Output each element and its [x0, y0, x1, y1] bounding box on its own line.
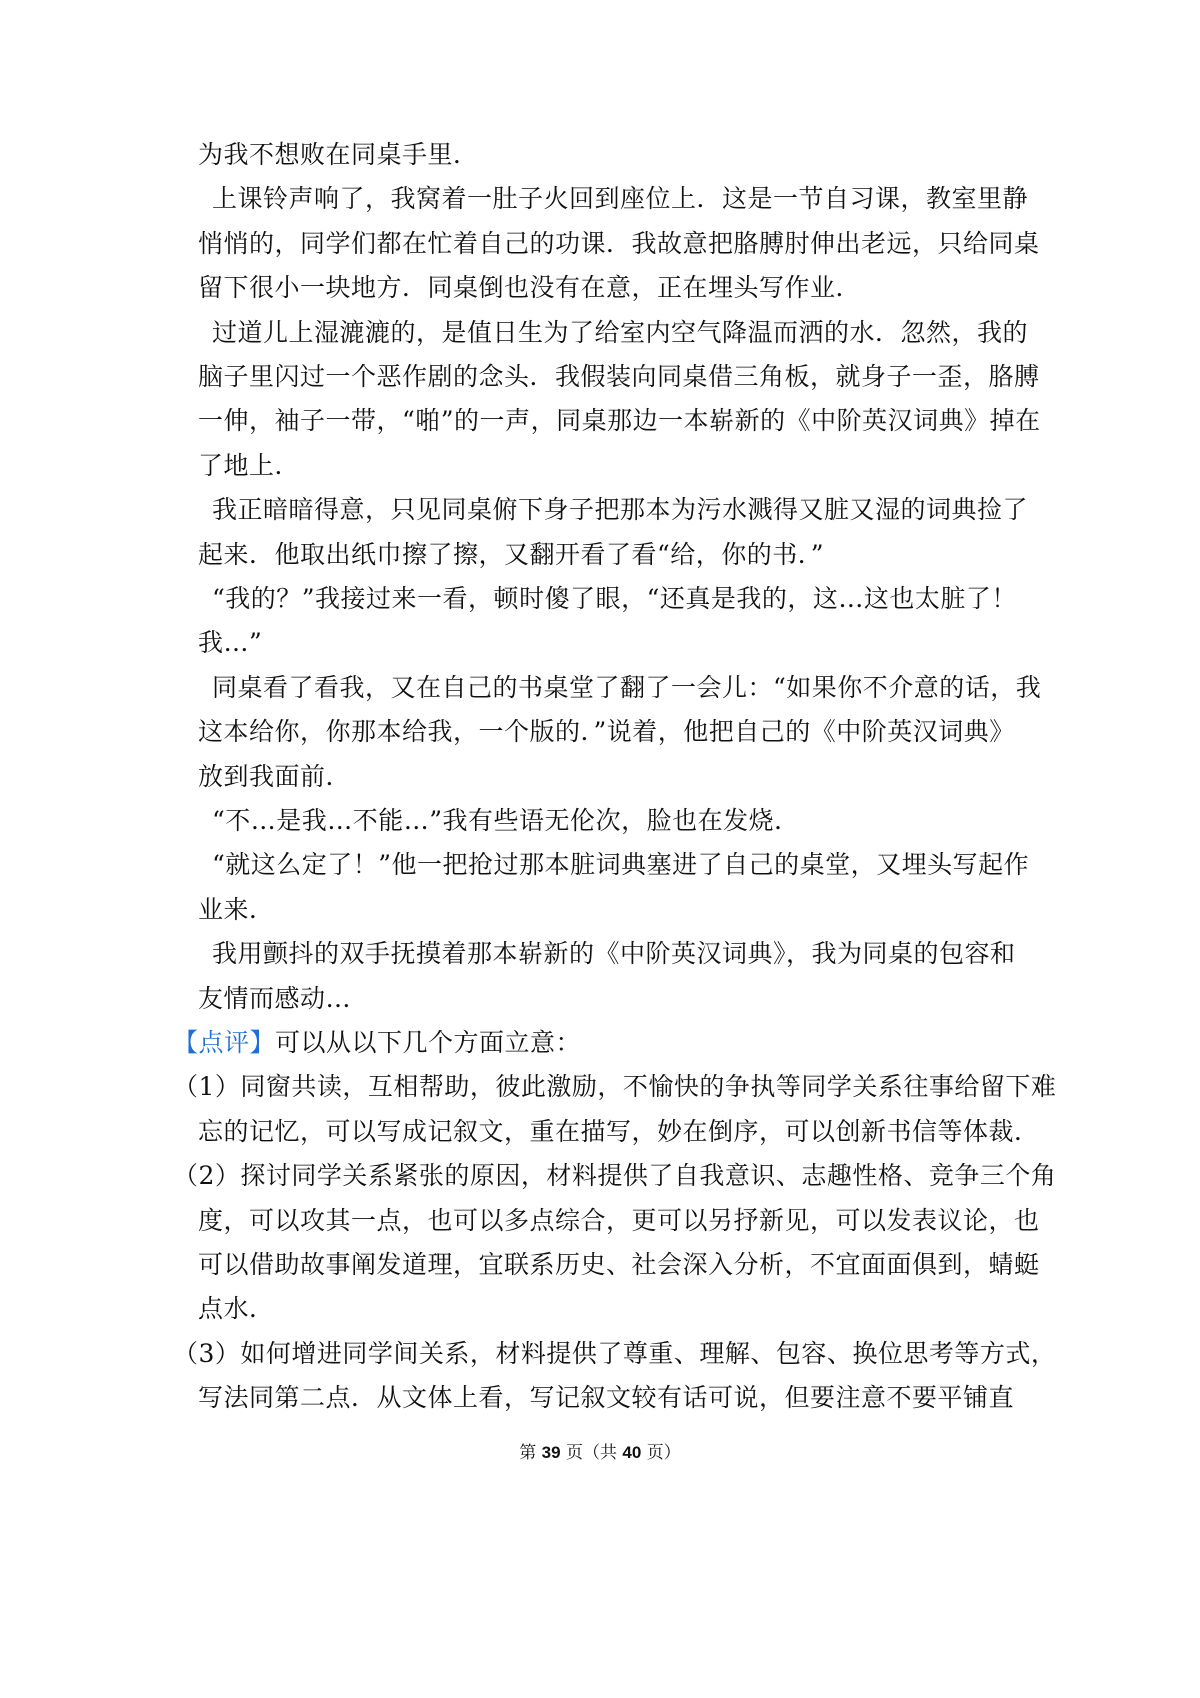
text-line: 业来．	[198, 895, 275, 924]
text-line: 放到我面前．	[198, 762, 352, 791]
text-line: 上课铃声响了，我窝着一肚子火回到座位上．这是一节自习课，教室里静	[212, 184, 1029, 213]
footer-prefix: 第	[519, 1443, 537, 1463]
footer-total-pages: 40	[622, 1443, 642, 1462]
review-tag: 【点评】	[173, 1028, 276, 1057]
page-footer	[0, 1442, 1200, 1464]
text-line: 留下很小一块地方．同桌倒也没有在意，正在埋头写作业．	[198, 273, 862, 302]
footer-suffix: 页）	[646, 1443, 681, 1463]
text-line: “我的？”我接过来一看，顿时傻了眼，“还真是我的，这…这也太脏了！	[212, 584, 1017, 613]
text-line: 这本给你，你那本给我，一个版的．”说着，他把自己的《中阶英汉词典》	[198, 717, 1015, 746]
review-point-line: （2）探讨同学关系紧张的原因，材料提供了自我意识、志趣性格、竞争三个角	[173, 1161, 1057, 1190]
text-line: 我正暗暗得意，只见同桌俯下身子把那本为污水溅得又脏又湿的词典捡了	[212, 495, 1029, 524]
footer-middle: 页（共	[566, 1443, 617, 1463]
text-line: 悄悄的，同学们都在忙着自己的功课．我故意把胳膊肘伸出老远，只给同桌	[198, 229, 1040, 258]
text-line: 同桌看了看我，又在自己的书桌堂了翻了一会儿：“如果你不介意的话，我	[212, 673, 1042, 702]
text-line: 过道儿上湿漉漉的，是值日生为了给室内空气降温而洒的水．忽然，我的	[212, 318, 1029, 347]
text-line: “就这么定了！”他一把抢过那本脏词典塞进了自己的桌堂，又埋头写起作	[212, 850, 1030, 879]
text-line: 起来．他取出纸巾擦了擦，又翻开看了看“给，你的书．”	[198, 540, 825, 569]
review-point-line: （1）同窗共读，互相帮助，彼此激励，不愉快的争执等同学关系往事给留下难	[173, 1072, 1057, 1101]
review-heading	[173, 1028, 581, 1058]
text-line: 为我不想败在同桌手里．	[198, 140, 479, 169]
text-line: 一伸，袖子一带，“啪”的一声，同桌那边一本崭新的《中阶英汉词典》掉在	[198, 406, 1041, 435]
review-point-line: 可以借助故事阐发道理，宜联系历史、社会深入分析，不宜面面俱到，蜻蜓	[198, 1250, 1040, 1279]
review-point-line: 写法同第二点．从文体上看，写记叙文较有话可说，但要注意不要平铺直	[198, 1383, 1015, 1412]
text-line: 我用颤抖的双手抚摸着那本崭新的《中阶英汉词典》，我为同桌的包容和	[212, 939, 1016, 968]
text-line: 友情而感动…	[198, 984, 352, 1013]
review-point-line: 点水．	[198, 1294, 275, 1323]
text-line: 我…”	[198, 628, 263, 657]
review-point-line: 忘的记忆，可以写成记叙文，重在描写，妙在倒序，可以创新书信等体裁．	[198, 1117, 1040, 1146]
review-point-line: 度，可以攻其一点，也可以多点综合，更可以另抒新见，可以发表议论，也	[198, 1206, 1040, 1235]
text-line: “不…是我…不能…”我有些语无伦次，脸也在发烧．	[212, 806, 800, 835]
review-intro: 可以从以下几个方面立意：	[275, 1028, 582, 1057]
text-line: 了地上．	[198, 451, 301, 480]
footer-page-number: 39	[541, 1443, 561, 1462]
text-line: 脑子里闪过一个恶作剧的念头．我假装向同桌借三角板，就身子一歪，胳膊	[198, 362, 1040, 391]
review-point-line: （3）如何增进同学间关系，材料提供了尊重、理解、包容、换位思考等方式，	[173, 1339, 1057, 1368]
